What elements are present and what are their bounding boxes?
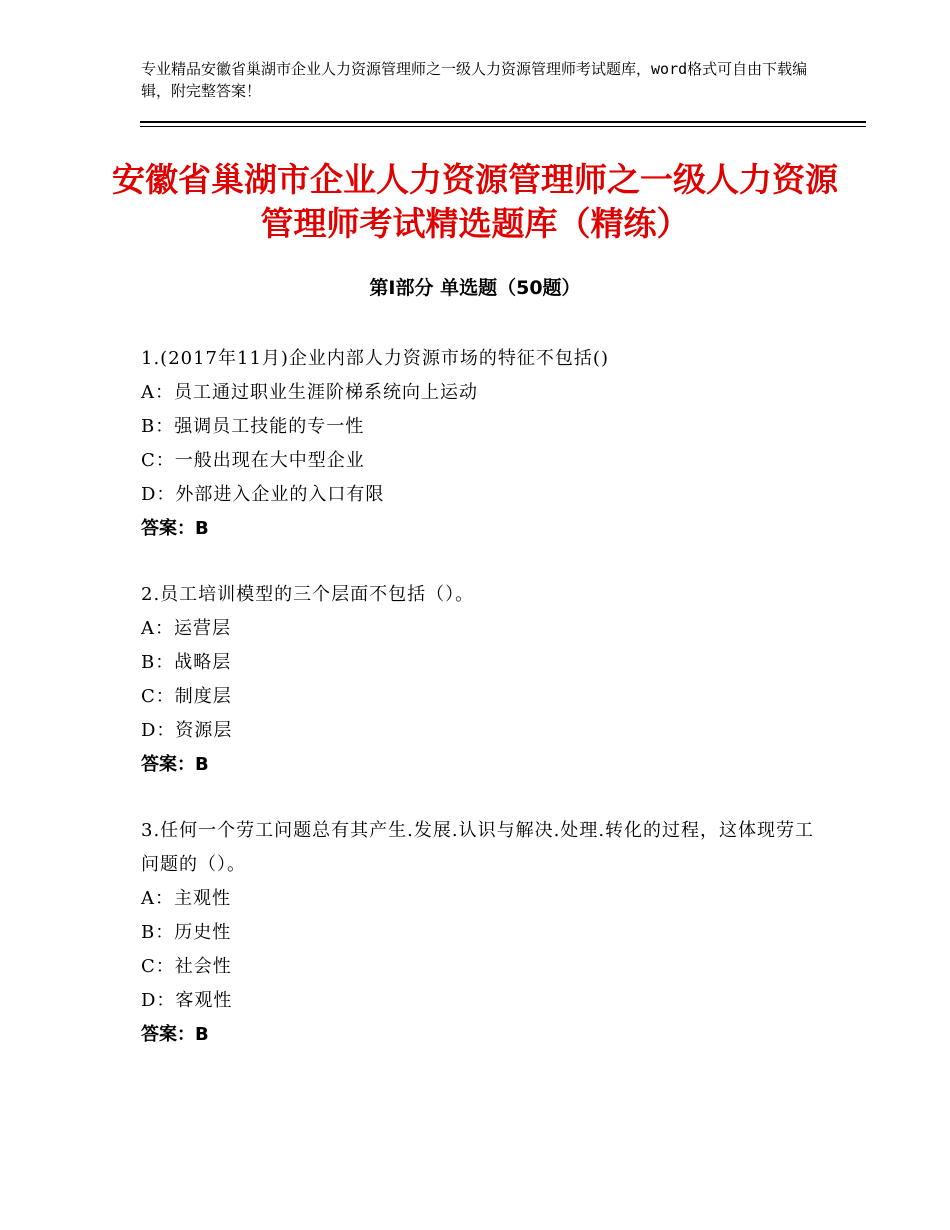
header-divider-thick: [140, 121, 866, 123]
section-title: 第Ⅰ部分 单选题（50题）: [369, 277, 581, 299]
answer: 答案：B: [141, 754, 209, 775]
question-3: [141, 814, 821, 1052]
question-text: 3.任何一个劳工问题总有其产生.发展.认识与解决.处理.转化的过程，这体现劳工问题的（）。: [141, 820, 815, 875]
header-note: 专业精品安徽省巢湖市企业人力资源管理师之一级人力资源管理师考试题库，word格式可自由下载编辑，附完整答案！: [141, 60, 808, 100]
question-list: [141, 342, 821, 1084]
option-b: B：战略层: [141, 652, 232, 673]
answer: 答案：B: [141, 1024, 209, 1045]
document-title: 安徽省巢湖市企业人力资源管理师之一级人力资源管理师考试精选题库（精练）: [112, 160, 838, 243]
option-c: C：社会性: [141, 956, 232, 977]
option-b: B：历史性: [141, 922, 232, 943]
option-c: C：制度层: [141, 686, 232, 707]
option-a: A：运营层: [141, 618, 231, 639]
question-1: [141, 342, 821, 546]
option-d: D：客观性: [141, 990, 233, 1011]
question-text: 1.(2017年11月)企业内部人力资源市场的特征不包括(): [141, 348, 609, 369]
option-a: A：主观性: [141, 888, 231, 909]
option-d: D：资源层: [141, 720, 233, 741]
question-2: [141, 578, 821, 782]
option-b: B：强调员工技能的专一性: [141, 416, 365, 437]
option-a: A：员工通过职业生涯阶梯系统向上运动: [141, 382, 478, 403]
answer: 答案：B: [141, 518, 209, 539]
question-text: 2.员工培训模型的三个层面不包括（）。: [141, 584, 475, 605]
option-d: D：外部进入企业的入口有限: [141, 484, 385, 505]
header-divider-thin: [140, 126, 866, 127]
option-c: C：一般出现在大中型企业: [141, 450, 365, 471]
